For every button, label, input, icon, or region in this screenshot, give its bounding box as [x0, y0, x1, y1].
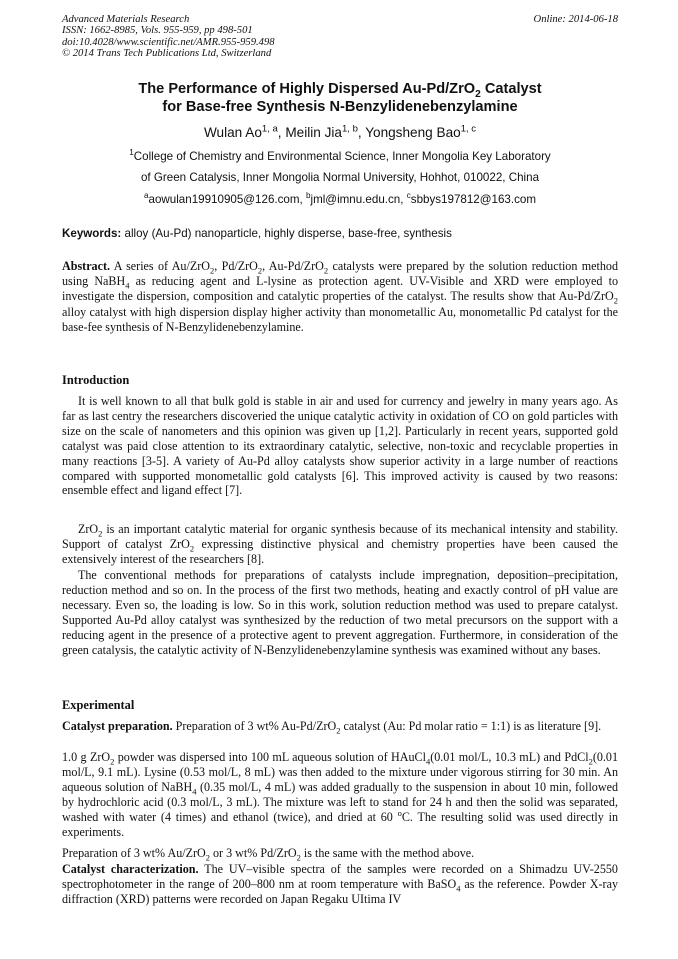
experimental-paragraph-2: 1.0 g ZrO$_2$ powder was dispersed into 100 mL aqueous solution of HAuCl$_4$(0.01 mol/L, 10.3 mL) and PdCl$_2$(0.01 mol/L, 9.1 mL). Lysine (0.53 mol/L, 8 mL) was then added to the mixture under vigorous stirring for 30 min. An aqueous solution of NaBH$_4$ (0.35 mol/L, 4 mL) was added gradually to the suspension in about 10 min, followed by hydrochloric acid (0.3 mol/L, 3 mL). The mixture was left to stand for 24 h and then the solid was separated, washed with water (4 times) and ethanol (twice), and dried at 60 $^o$C. The resulting solid was used directly in experiments.: [62, 750, 619, 839]
subsection-label: Catalyst characterization.: [62, 862, 199, 876]
abstract-label: Abstract.: [62, 259, 111, 273]
author-emails: $^a$aowulan19910905@126.com, $^b$jml@imnu.edu.cn, $^c$sbbys197812@163.com: [144, 191, 536, 206]
email-link[interactable]: jml@imnu.edu.cn: [310, 193, 401, 206]
keywords-text: alloy (Au-Pd) nanoparticle, highly disperse, base-free, synthesis: [121, 227, 452, 240]
intro-paragraph-3: The conventional methods for preparations of catalysts include impregnation, deposition–precipitation, reduction method and so on. In the process of the first two methods, heating and exactly control of pH value are necessary. Even so, the loading is low. So in this work, solution reduction method was used to prepare catalyst. Supported Au-Pd alloy catalyst was synthesized by the reduction of two metal precursors on the support with a reducing agent in the presence of a protective agent to prevent aggregation. Furthermore, in consideration of the green catalysis, the catalytic activity of N-Benzylidenebenzylamine synthesis was examined without any bases.: [62, 568, 618, 657]
paper-title: [62, 80, 618, 116]
email-link[interactable]: sbbys197812@163.com: [410, 193, 536, 206]
doi-line: doi:10.4028/www.scientific.net/AMR.955-959.498: [62, 36, 275, 48]
issn-line: ISSN: 1662-8985, Vols. 955-959, pp 498-501: [62, 25, 253, 37]
affiliation-line-1: $^1$College of Chemistry and Environmental Science, Inner Mongolia Key Laboratory: [129, 148, 551, 163]
online-date: Online: 2014-06-18: [533, 14, 618, 25]
intro-paragraph-2: ZrO$_2$ is an important catalytic material for organic synthesis because of its mechanical intensity and stability. Support of catalyst ZrO$_2$ expressing distinctive physical and chemistry properties have been caused the extensively interest of the researchers [8].: [62, 522, 618, 566]
title-line-2: for Base-free Synthesis N-Benzylidenebenzylamine: [162, 99, 518, 115]
section-heading-introduction: Introduction: [62, 373, 130, 387]
author-name: Wulan Ao: [203, 125, 262, 140]
section-heading-experimental: Experimental: [62, 698, 135, 712]
journal-name: Advanced Materials Research: [62, 14, 190, 25]
author-name: Yongsheng Bao: [365, 125, 461, 140]
title-line-1: The Performance of Highly Dispersed Au-Pd/ZrO$_2$ Catalyst: [138, 81, 542, 100]
author-list: Wulan Ao$^{1, a}$, Meilin Jia$^{1, b}$, Yongsheng Bao$^{1, c}$: [203, 123, 477, 140]
subsection-label: Catalyst preparation.: [62, 719, 173, 733]
keywords: [62, 226, 618, 241]
journal-header: [62, 14, 618, 60]
email-link[interactable]: aowulan19910905@126.com: [148, 193, 300, 206]
abstract: Abstract. A series of Au/ZrO$_2$, Pd/ZrO$_2$, Au-Pd/ZrO$_2$ catalysts were prepared by the solution reduction method using NaBH$_4$ as reducing agent and L-lysine as protection agent. UV-Visible and XRD were employed to investigate the dispersion, composition and catalytic properties of the catalyst. The results show that Au-Pd/ZrO$_2$ alloy catalyst with high dispersion display higher activity than monometallic Au, monometallic Pd catalyst for the base-fee synthesis of N-Benzylidenebenzylamine.: [62, 259, 619, 334]
copyright-line: © 2014 Trans Tech Publications Ltd, Switzerland: [62, 48, 272, 60]
affiliation-line-2: of Green Catalysis, Inner Mongolia Normal University, Hohhot, 010022, China: [140, 171, 540, 184]
affiliation: [62, 149, 618, 185]
experimental-paragraph-3: Preparation of 3 wt% Au/ZrO$_2$ or 3 wt% Pd/ZrO$_2$ is the same with the method above.: [62, 846, 475, 863]
experimental-paragraph-4: Catalyst characterization. The UV–visible spectra of the samples were recorded on a Shimadzu UV-2550 spectrophotometer in the range of 200–800 nm at room temperature with BaSO$_4$ as the reference. Powder X-ray diffraction (XRD) patterns were recorded on Japan Regaku UItima IV: [62, 862, 618, 906]
experimental-paragraph-1: Catalyst preparation. Preparation of 3 wt% Au-Pd/ZrO$_2$ catalyst (Au: Pd molar ratio = 1:1) is as literature [9].: [62, 719, 602, 736]
intro-paragraph-1: It is well known to all that bulk gold is stable in air and used for currency and jewelry in many years ago. As far as last centry the researchers discoveried the unique catalytic activity in oxidation of CO on gold particles with size on the scale of nanometers and this opinion was given up [1,2]. Particularly in recent years, supported gold catalyst was paid close attention to its extraordinary catalytic, selective, non-toxic and recyclable properties in many reactions [3-5]. A variety of Au-Pd alloy catalysts show superior activity in a large number of reactions compared with supported monometallic gold catalysts [6]. This improved activity is caused by two reasons: ensemble effect and ligand effect [7].: [62, 394, 618, 498]
keywords-label: Keywords:: [62, 227, 122, 240]
author-name: Meilin Jia: [285, 125, 342, 140]
